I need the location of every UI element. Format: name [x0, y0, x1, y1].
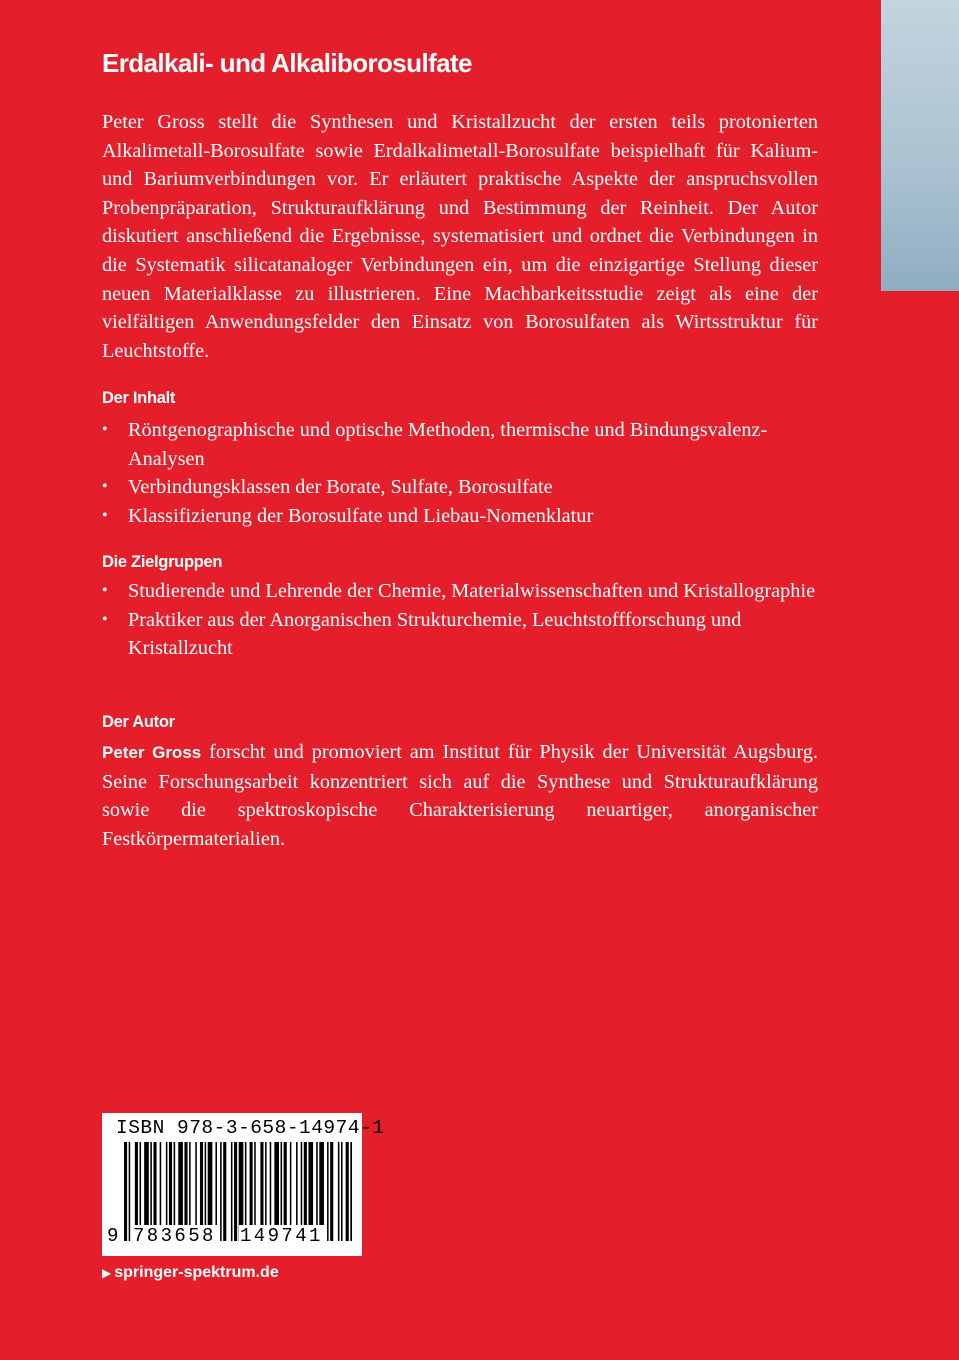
- isbn-first-digit: 9: [107, 1225, 119, 1247]
- isbn-right-group: 149741: [240, 1225, 323, 1247]
- zielgruppen-list: [102, 577, 818, 663]
- isbn-left-group: 783658: [133, 1225, 216, 1247]
- inhalt-list: [102, 416, 818, 530]
- list-item: • Klassifizierung der Borosulfate und Liebau-Nomenklatur: [102, 502, 818, 531]
- book-title: Erdalkali- und Alkaliborosulfate: [102, 48, 472, 78]
- autor-heading: Der Autor: [102, 713, 175, 731]
- author-bio: forscht und promoviert am Institut für Physik der Universität Augsburg. Seine Forschungsarbeit konzentriert sich auf die Synthese und Strukturaufklärung sowie die spektroskopische Charakterisierung neuartiger, anorganischer Festkörpermaterialien.: [102, 741, 818, 850]
- zielgruppen-heading: Die Zielgruppen: [102, 553, 223, 571]
- publisher-url: springer-spektrum.de: [114, 1264, 279, 1281]
- list-item: • Studierende und Lehrende der Chemie, Materialwissenschaften und Kristallographie: [102, 577, 818, 606]
- inhalt-heading: Der Inhalt: [102, 389, 176, 407]
- publisher-link[interactable]: [102, 1264, 279, 1282]
- list-item: • Verbindungsklassen der Borate, Sulfate, Borosulfate: [102, 473, 818, 502]
- isbn-digits: [102, 1223, 362, 1253]
- author-name: Peter Gross: [102, 743, 202, 762]
- isbn-label: ISBN 978-3-658-14974-1: [116, 1117, 385, 1139]
- isbn-barcode-box: [102, 1113, 385, 1256]
- side-color-strip: [881, 0, 959, 291]
- author-paragraph: [102, 738, 818, 853]
- description-paragraph: Peter Gross stellt die Synthesen und Kristallzucht der ersten teils protonierten Alkalimetall-Borosulfate sowie Erdalkalimetall-Borosulfate beispielhaft für Kalium- und Bariumverbindungen vor. Er erläutert praktische Aspekte der anspruchsvollen Probenpräparation, Strukturaufklärung und Bestimmung der Reinheit. Der Autor diskutiert anschließend die Ergebnisse, systematisiert und ordnet die Verbindungen in die Systematik silicatanaloger Verbindungen ein, um die einzigartige Stellung dieser neuen Materialklasse zu illustrieren. Eine Machbarkeitsstudie zeigt als eine der vielfältigen Anwendungsfelder den Einsatz von Borosulfaten als Wirtsstruktur für Leuchtstoffe.: [102, 111, 818, 362]
- arrow-right-icon: ▶: [102, 1266, 112, 1280]
- list-item: • Praktiker aus der Anorganischen Strukturchemie, Leuchtstoffforschung und Kristallzucht: [102, 606, 818, 663]
- list-item: • Röntgenographische und optische Methoden, thermische und Bindungsvalenz-Analysen: [102, 416, 818, 473]
